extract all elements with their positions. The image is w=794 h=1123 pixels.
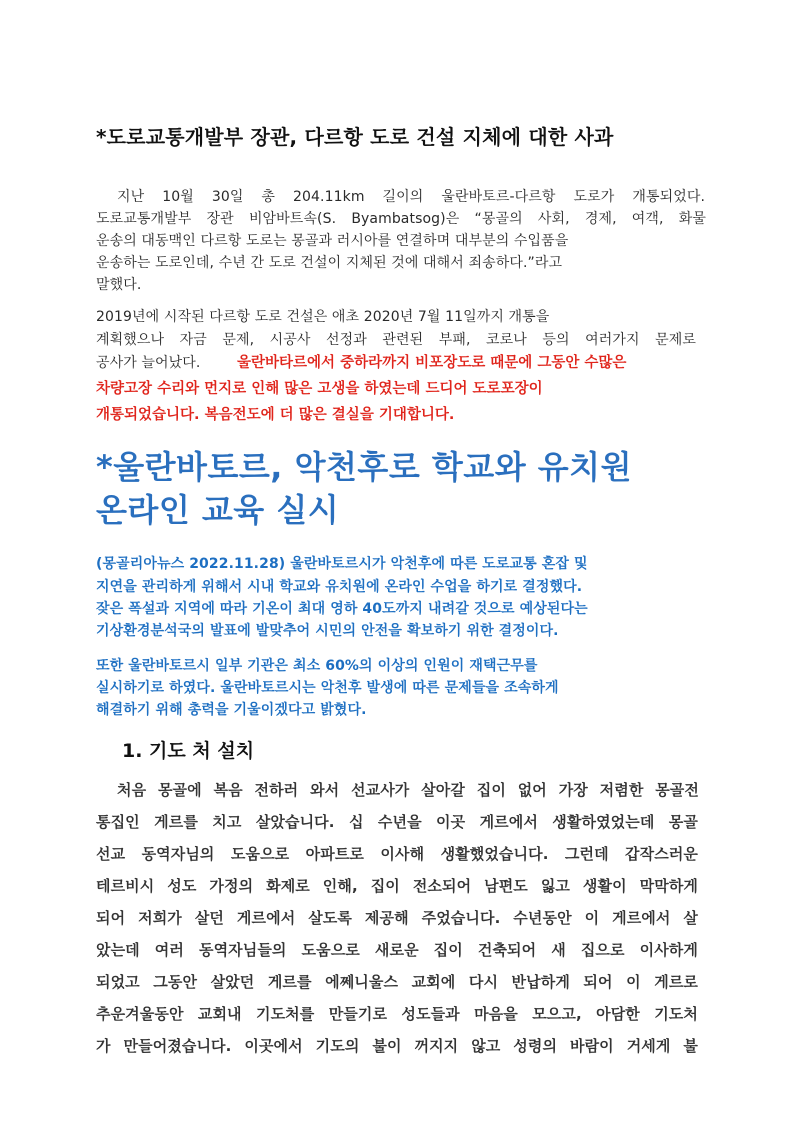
section2-para1-line: 지연을 관리하게 위해서 시내 학교와 유치원에 온라인 수업을 하기로 결정했다.	[96, 579, 583, 595]
section3-line: 았는데 여러 동역자님들의 도움으로 새로운 집이 건축되어 새 집으로 이사하게	[96, 941, 698, 959]
section3-line: 되었고 그동안 살았던 게르를 에쩨니울스 교회에 다시 반납하게 되어 이 게르로	[96, 973, 698, 991]
section3-line: 되어 저희가 살던 게르에서 살도록 제공해 주었습니다. 수년동안 이 게르에서 살	[96, 909, 698, 927]
section2-para2-line: 실시하기로 하였다. 울란바토르시는 악천후 발생에 따른 문제들을 조속하게	[96, 680, 559, 696]
section1-para1-line: 운송의 대동맥인 다르항 도로는 몽골과 러시아를 연결하며 대부분의 수입품을	[96, 233, 569, 249]
section1-para1-line: 지난 10월 30일 총 204.11km 길이의 울란바토르-다르항 도로가 개통되었다.	[117, 189, 705, 205]
section1-para2-line: 계획했으나 자금 문제, 시공사 선정과 관련된 부패, 코로나 등의 여러가지 문제로	[96, 332, 696, 348]
section1-highlight-line: 울란바타르에서 중하라까지 비포장도로 때문에 그동안 수많은	[237, 355, 627, 371]
section2-para1-line: 기상환경분석국의 발표에 발맞추어 시민의 안전을 확보하기 위한 결정이다.	[96, 623, 559, 639]
section2-title-line: 온라인 교육 실시	[96, 491, 340, 529]
section3-title: 1. 기도 처 설치	[122, 740, 255, 762]
section2-title-line: *울란바토르, 악천후로 학교와 유치원	[96, 448, 632, 486]
section1-highlight-line: 개통되었습니다. 복음전도에 더 많은 결실을 기대합니다.	[96, 407, 455, 423]
section3-line: 가 만들어졌습니다. 이곳에서 기도의 불이 꺼지지 않고 성령의 바람이 거세게 불	[96, 1037, 698, 1055]
section3-line: 통집인 게르를 치고 살았습니다. 십 수년을 이곳 게르에서 생활하였었는데 몽골	[96, 813, 698, 831]
section3-line: 처음 몽골에 복음 전하러 와서 선교사가 살아갈 집이 없어 가장 저렴한 몽골전	[117, 781, 699, 799]
section2-para1-line: 잦은 폭설과 지역에 따라 기온이 최대 영하 40도까지 내려갈 것으로 예상된다는	[96, 601, 588, 617]
section2-para2-line: 또한 울란바토르시 일부 기관은 최소 60%의 이상의 인원이 재택근무를	[96, 658, 538, 674]
section1-para2-line: 공사가 늘어났다.	[96, 355, 201, 371]
section1-para1-line: 운송하는 도로인데, 수년 간 도로 건설이 지체된 것에 대해서 죄송하다.”라고	[96, 255, 563, 271]
section3-line: 테르비시 성도 가정의 화제로 인해, 집이 전소되어 남편도 잃고 생활이 막막하게	[96, 877, 698, 895]
section3-line: 추운겨울동안 교회내 기도처를 만들기로 성도들과 마음을 모으고, 아담한 기도처	[96, 1005, 698, 1023]
section1-title: *도로교통개발부 장관, 다르항 도로 건설 지체에 대한 사과	[96, 125, 614, 149]
section1-para1-line: 도로교통개발부 장관 비암바트속(S. Byambatsog)은 “몽골의 사회, 경제, 여객, 화물	[96, 211, 706, 227]
section3-line: 선교 동역자님의 도움으로 아파트로 이사해 생활했었습니다. 그런데 갑작스러운	[96, 845, 698, 863]
section2-para2-line: 해결하기 위해 총력을 기울이겠다고 밝혔다.	[96, 702, 367, 718]
section1-para2-line: 2019년에 시작된 다르항 도로 건설은 애초 2020년 7월 11일까지 개통을	[96, 309, 550, 325]
section1-para1-line: 말했다.	[96, 277, 142, 293]
section1-highlight-line: 차량고장 수리와 먼지로 인해 많은 고생을 하였는데 드디어 도로포장이	[96, 381, 543, 397]
section2-para1-line: (몽골리아뉴스 2022.11.28) 울란바토르시가 악천후에 따른 도로교통 혼잡 및	[96, 556, 588, 572]
